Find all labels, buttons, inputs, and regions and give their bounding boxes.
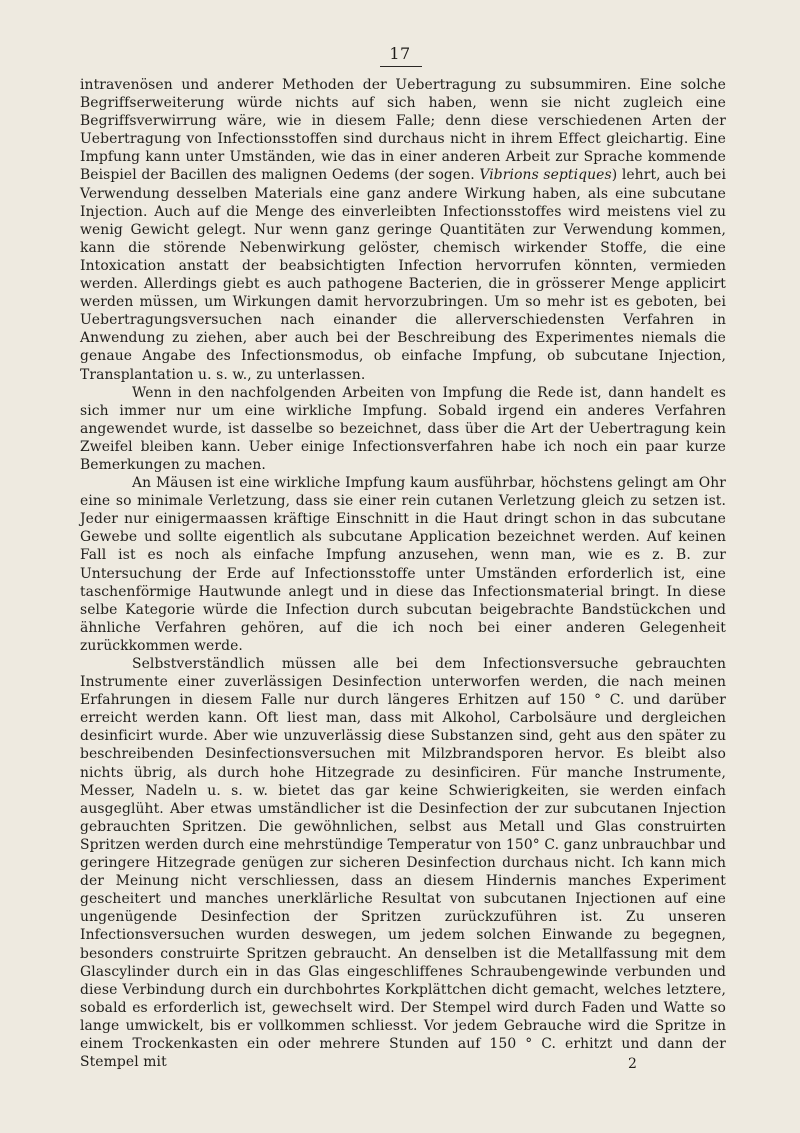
page-number-rule [380,66,422,67]
paragraph-3: An Mäusen ist eine wirkliche Impfung kaum ausführbar, höchstens gelingt am Ohr eine so minimale Verletzung, dass sie einer rein cutanen Verletzung gleich zu setzen ist. Jeder nur einigermaassen kräftige Einschnitt in die Haut dringt schon in das subcutane Gewebe und sollte eigentlich als subcutane Application bezeichnet werden. Auf keinen Fall ist es noch als einfache Impfung anzusehen, wenn man, wie es z. B. zur Untersuchung der Erde auf Infectionsstoffe unter Umständen erforderlich ist, eine taschenförmige Hautwunde anlegt und in diese das Infectionsmaterial bringt. In diese selbe Kategorie würde die Infection durch subcutan beigebrachte Bandstückchen und ähnliche Verfahren gehören, auf die ich noch bei einer anderen Gelegenheit zurückkommen werde. [80,475,726,654]
paragraph-4: Selbstverständlich müssen alle bei dem Infectionsversuche gebrauchten Instrumente einer zuverlässigen Desinfection unterworfen werden, die nach meinen Erfahrungen in diesem Falle nur durch längeres Erhitzen auf 150 ° C. und darüber erreicht werden kann. Oft liest man, dass mit Alkohol, Carbolsäure und dergleichen desinficirt wurde. Aber wie unzuverlässig diese Substanzen sind, geht aus den später zu beschreibenden Desinfectionsversuchen mit Milzbrandsporen hervor. Es bleibt also nichts übrig, als durch hohe Hitzegrade zu desinficiren. Für manche Instrumente, Messer, Nadeln u. s. w. bietet das gar keine Schwierigkeiten, sie werden einfach ausgeglüht. Aber etwas umständlicher ist die Desinfection der zur subcutanen Injection gebrauchten Spritzen. Die gewöhnlichen, selbst aus Metall und Glas construirten Spritzen werden durch eine mehrstündige Temperatur von 150° C. ganz unbrauchbar und geringere Hitzegrade genügen zur sicheren Desinfection durchaus nicht. Ich kann mich der Meinung nicht verschliessen, dass an diesem Hindernis manches Experiment gescheitert und manches unerklärliche Resultat von subcutanen Injectionen auf eine ungenügende Desinfection der Spritzen zurückzuführen ist. Zu unseren Infectionsversuchen wurden deswegen, um jedem solchen Einwande zu begegnen, besonders construirte Spritzen gebraucht. An denselben ist die Metallfassung mit dem Glascylinder durch ein in das Glas eingeschliffenes Schraubengewinde verbunden und diese Verbindung durch ein durchbohrtes Korkplättchen dicht gemacht, welches letztere, sobald es erforderlich ist, gewechselt wird. Der Stempel wird durch Faden und Watte so lange umwickelt, bis er vollkommen schliesst. Vor jedem Gebrauche wird die Spritze in einem Trockenkasten ein oder mehrere Stunden auf 150 ° C. erhitzt und dann der Stempel mit [80,656,726,1071]
italic-term: Vibrions septiques [479,167,612,184]
paragraph-1-text-before: intravenösen und anderer Methoden der Uebertragung zu subsummiren. Eine solche Begriffserweiterung würde nichts auf sich haben, wenn sie nicht zugleich eine Begriffsverwirrung wäre, wie in diesem Falle; denn diese verschiedenen Arten der Uebertragung von Infectionsstoffen sind durchaus nicht in ihrem Effect gleichartig. Eine Impfung kann unter Umständen, wie das in einer anderen Arbeit zur Sprache kommende Beispiel der Bacillen des malignen Oedems (der sogen. [80,77,726,184]
paragraph-1-text-after: ) lehrt, auch bei Verwendung desselben Materials eine ganz andere Wirkung haben, als eine subcutane Injection. Auch auf die Menge des einverleibten Infectionsstoffes wird meistens viel zu wenig Gewicht gelegt. Nur wenn ganz geringe Quantitäten zur Verwendung kommen, kann die störende Nebenwirkung gelöster, chemisch wirkender Stoffe, die eine Intoxication anstatt der beabsichtigten Infection hervorrufen könnten, vermieden werden. Allerdings giebt es auch pathogene Bacterien, die in grösserer Menge applicirt werden müssen, um Wirkungen damit hervorzubringen. Um so mehr ist es geboten, bei Uebertragungsversuchen nach einander die allerverschiedensten Verfahren in Anwendung zu ziehen, aber auch bei der Beschreibung des Experimentes niemals die genaue Angabe des Infectionsmodus, ob einfache Impfung, ob subcutane Injection, Transplantation u. s. w., zu unterlassen. [80,167,726,383]
printer-signature-mark: 2 [628,1056,637,1072]
page-number: 17 [389,44,411,63]
body-text [80,76,726,1071]
paragraph-2: Wenn in den nachfolgenden Arbeiten von Impfung die Rede ist, dann handelt es sich immer nur um eine wirkliche Impfung. Sobald irgend ein anderes Verfahren angewendet wurde, ist dasselbe so bezeichnet, dass über die Art der Uebertragung kein Zweifel bleiben kann. Ueber einige Infectionsverfahren habe ich noch ein paar kurze Bemerkungen zu machen. [80,384,726,473]
paragraph-1 [80,76,726,384]
